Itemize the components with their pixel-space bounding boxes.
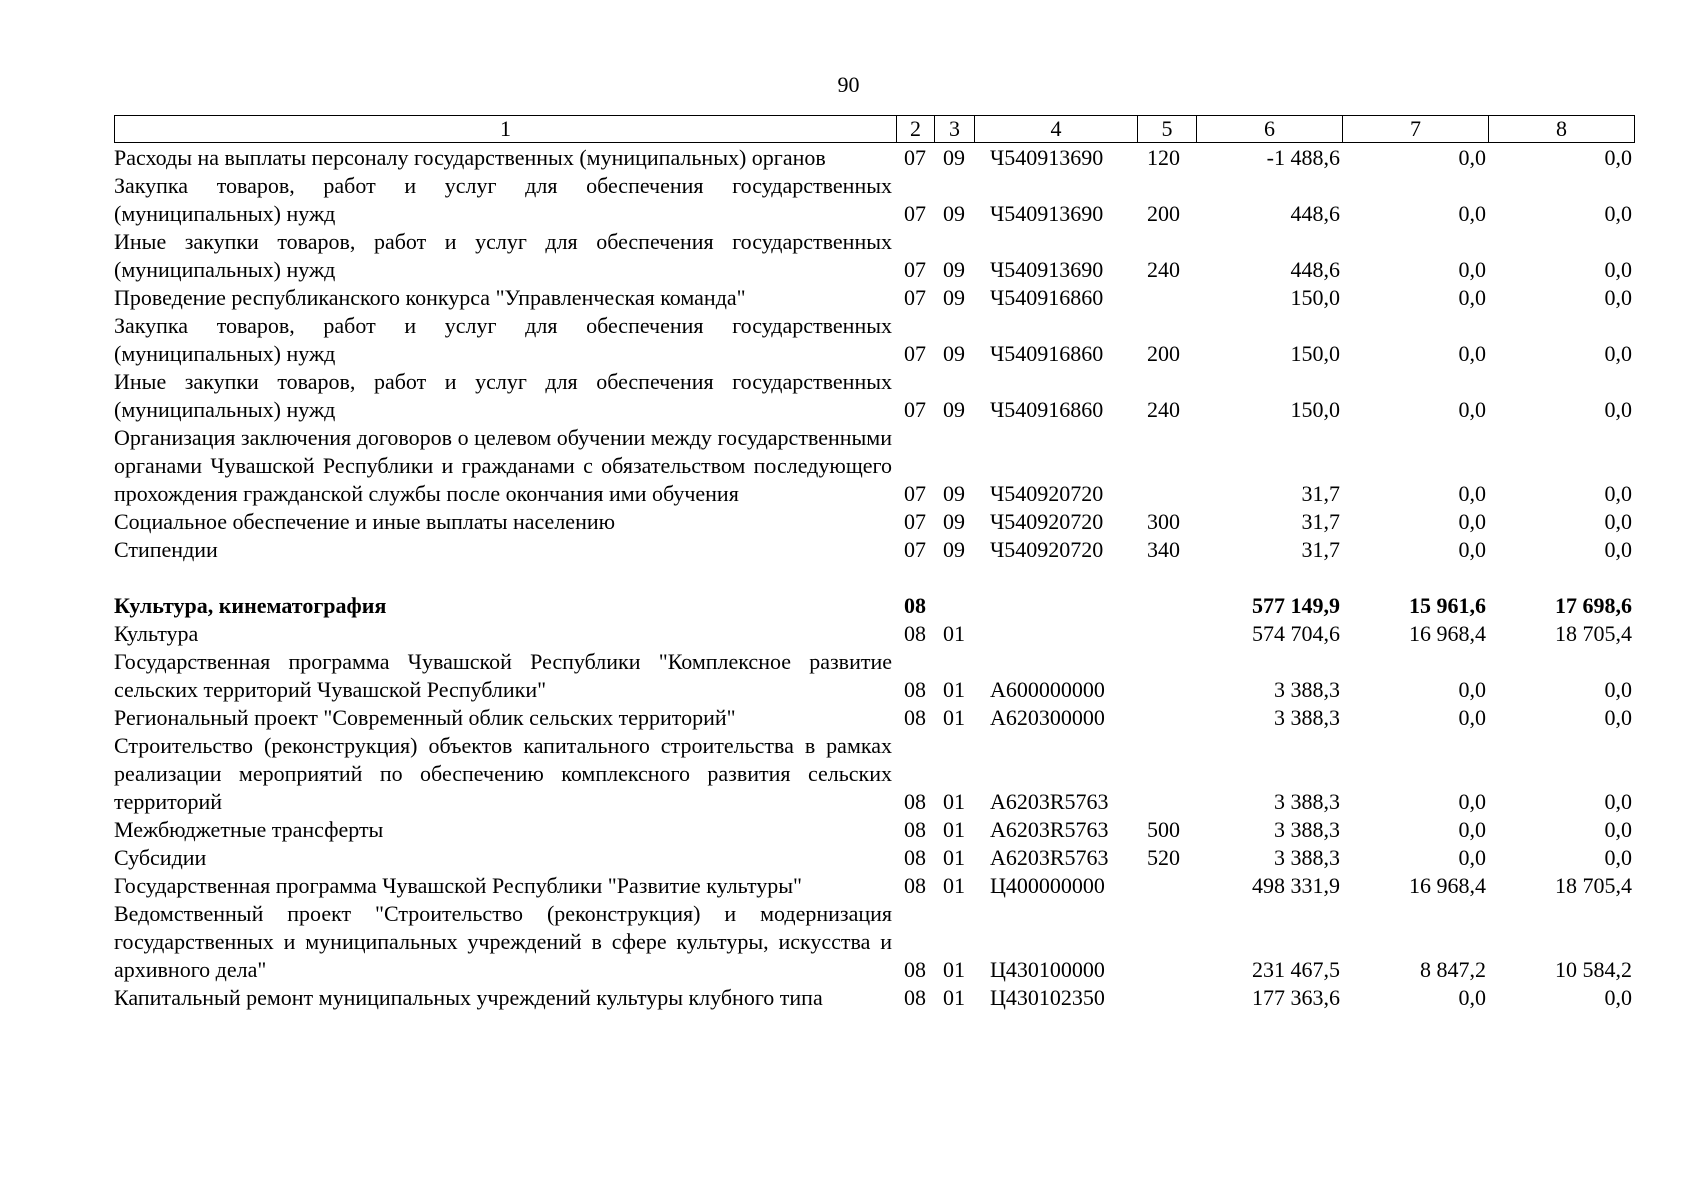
table-row xyxy=(114,900,1634,984)
column-header-4: 4 xyxy=(975,116,1138,143)
row-section: 08 xyxy=(904,817,926,842)
row-amount-col8: 0,0 xyxy=(1604,397,1632,422)
row-target-article: А6203R5763 xyxy=(990,845,1109,870)
row-amount-col6: 3 388,3 xyxy=(1274,817,1340,842)
row-target-article: Ц400000000 xyxy=(990,873,1105,898)
column-header-2: 2 xyxy=(897,116,935,143)
row-expense-type xyxy=(1137,592,1196,620)
row-name: Иные закупки товаров, работ и услуг для обеспечения государственных (муниципальных) нужд xyxy=(114,229,892,282)
row-section: 08 xyxy=(904,873,926,898)
row-section: 08 xyxy=(904,985,926,1010)
row-amount-col6: 3 388,3 xyxy=(1274,705,1340,730)
row-amount-col7: 0,0 xyxy=(1458,789,1486,814)
row-expense-type xyxy=(1137,872,1196,900)
column-header-1: 1 xyxy=(115,116,897,143)
row-expense-type: 340 xyxy=(1147,537,1180,562)
table-row xyxy=(114,648,1634,704)
row-amount-col8: 0,0 xyxy=(1604,789,1632,814)
table-row xyxy=(114,312,1634,368)
row-amount-col8: 0,0 xyxy=(1604,341,1632,366)
row-subsection: 09 xyxy=(943,257,965,282)
row-amount-col7: 0,0 xyxy=(1458,985,1486,1010)
table-row xyxy=(114,284,1634,312)
row-amount-col8: 0,0 xyxy=(1604,509,1632,534)
row-expense-type: 200 xyxy=(1147,341,1180,366)
row-expense-type: 300 xyxy=(1147,509,1180,534)
row-target-article: Ч540920720 xyxy=(990,481,1104,506)
table-row xyxy=(114,984,1634,1012)
row-name: Социальное обеспечение и иные выплаты населению xyxy=(114,509,616,534)
column-header-3: 3 xyxy=(935,116,975,143)
budget-table xyxy=(114,144,1634,1012)
table-row xyxy=(114,172,1634,228)
row-section: 08 xyxy=(904,845,926,870)
row-target-article: Ч540913690 xyxy=(990,257,1104,282)
row-target-article: Ч540913690 xyxy=(990,145,1104,170)
row-target-article: А6203R5763 xyxy=(990,817,1109,842)
row-amount-col6: 177 363,6 xyxy=(1252,985,1340,1010)
row-subsection: 01 xyxy=(943,873,965,898)
row-amount-col8: 0,0 xyxy=(1604,705,1632,730)
row-section: 08 xyxy=(904,957,926,982)
row-amount-col6: -1 488,6 xyxy=(1266,145,1340,170)
row-section: 07 xyxy=(904,201,926,226)
row-amount-col7: 0,0 xyxy=(1458,397,1486,422)
row-subsection: 09 xyxy=(943,341,965,366)
row-name: Культура, кинематография xyxy=(114,593,387,618)
row-amount-col7: 16 968,4 xyxy=(1409,873,1486,898)
row-subsection: 01 xyxy=(943,677,965,702)
row-amount-col8: 0,0 xyxy=(1604,677,1632,702)
row-expense-type: 200 xyxy=(1147,201,1180,226)
row-expense-type xyxy=(1137,284,1196,312)
row-subsection: 09 xyxy=(943,509,965,534)
table-row xyxy=(114,872,1634,900)
row-expense-type: 120 xyxy=(1147,145,1180,170)
row-target-article: Ч540913690 xyxy=(990,201,1104,226)
row-name: Капитальный ремонт муниципальных учреждений культуры клубного типа xyxy=(114,985,823,1010)
row-amount-col8: 0,0 xyxy=(1604,285,1632,310)
row-name: Стипендии xyxy=(114,537,218,562)
row-amount-col6: 498 331,9 xyxy=(1252,873,1340,898)
row-amount-col6: 448,6 xyxy=(1290,257,1340,282)
table-row xyxy=(114,620,1634,648)
table-row xyxy=(114,732,1634,816)
row-name: Расходы на выплаты персоналу государственных (муниципальных) органов xyxy=(114,145,826,170)
page-number: 90 xyxy=(837,72,860,97)
row-expense-type xyxy=(1137,620,1196,648)
row-name: Межбюджетные трансферты xyxy=(114,817,384,842)
table-row xyxy=(114,536,1634,564)
row-amount-col7: 15 961,6 xyxy=(1409,593,1486,618)
spacer-cell xyxy=(114,564,1634,592)
row-expense-type xyxy=(1137,424,1196,508)
row-amount-col6: 150,0 xyxy=(1290,341,1340,366)
column-header-table xyxy=(114,115,1635,143)
row-section: 07 xyxy=(904,341,926,366)
table-row xyxy=(114,228,1634,284)
row-target-article: А620300000 xyxy=(990,705,1105,730)
table-row xyxy=(114,508,1634,536)
row-amount-col8: 18 705,4 xyxy=(1555,621,1632,646)
row-subsection xyxy=(934,592,974,620)
row-name: Ведомственный проект "Строительство (реконструкция) и модернизация государственных и муниципальных учреждений в сфере культуры, искусства и архивного дела" xyxy=(114,901,892,982)
row-name: Закупка товаров, работ и услуг для обеспечения государственных (муниципальных) нужд xyxy=(114,173,892,226)
row-target-article: А6203R5763 xyxy=(990,789,1109,814)
budget-table-body xyxy=(114,144,1634,1012)
row-target-article: А600000000 xyxy=(990,677,1105,702)
row-section: 08 xyxy=(904,789,926,814)
row-amount-col7: 0,0 xyxy=(1458,817,1486,842)
row-expense-type: 240 xyxy=(1147,397,1180,422)
row-amount-col7: 0,0 xyxy=(1458,705,1486,730)
row-name: Иные закупки товаров, работ и услуг для обеспечения государственных (муниципальных) нужд xyxy=(114,369,892,422)
row-section: 08 xyxy=(904,677,926,702)
row-amount-col8: 0,0 xyxy=(1604,145,1632,170)
row-subsection: 01 xyxy=(943,845,965,870)
row-amount-col7: 0,0 xyxy=(1458,341,1486,366)
row-target-article xyxy=(974,620,1137,648)
row-target-article: Ц430102350 xyxy=(990,985,1105,1010)
row-name: Организация заключения договоров о целевом обучении между государственными органами Чувашской Республики и гражданами с обязательством последующего прохождения гражданской службы после окончания ими обучения xyxy=(114,425,892,506)
row-subsection: 01 xyxy=(943,957,965,982)
row-subsection: 09 xyxy=(943,397,965,422)
row-amount-col8: 0,0 xyxy=(1604,481,1632,506)
row-section: 08 xyxy=(904,621,926,646)
row-amount-col7: 0,0 xyxy=(1458,845,1486,870)
row-name: Закупка товаров, работ и услуг для обеспечения государственных (муниципальных) нужд xyxy=(114,313,892,366)
row-amount-col6: 574 704,6 xyxy=(1252,621,1340,646)
table-row xyxy=(114,368,1634,424)
row-section: 08 xyxy=(904,593,926,618)
column-header-row xyxy=(115,116,1635,143)
row-subsection: 09 xyxy=(943,285,965,310)
row-subsection: 01 xyxy=(943,817,965,842)
row-subsection: 01 xyxy=(943,621,965,646)
table-row xyxy=(114,144,1634,172)
column-header-7: 7 xyxy=(1343,116,1489,143)
row-amount-col8: 18 705,4 xyxy=(1555,873,1632,898)
row-amount-col6: 3 388,3 xyxy=(1274,845,1340,870)
row-expense-type xyxy=(1137,648,1196,704)
row-section: 07 xyxy=(904,285,926,310)
row-section: 07 xyxy=(904,509,926,534)
table-row xyxy=(114,844,1634,872)
row-name: Культура xyxy=(114,621,199,646)
row-section: 07 xyxy=(904,145,926,170)
table-row xyxy=(114,592,1634,620)
row-amount-col7: 16 968,4 xyxy=(1409,621,1486,646)
row-amount-col7: 0,0 xyxy=(1458,145,1486,170)
row-target-article: Ч540920720 xyxy=(990,509,1104,534)
row-target-article: Ч540916860 xyxy=(990,285,1104,310)
row-subsection: 01 xyxy=(943,985,965,1010)
row-subsection: 09 xyxy=(943,481,965,506)
row-expense-type xyxy=(1137,900,1196,984)
row-amount-col6: 3 388,3 xyxy=(1274,789,1340,814)
row-section: 07 xyxy=(904,397,926,422)
row-expense-type xyxy=(1137,984,1196,1012)
row-section: 08 xyxy=(904,705,926,730)
row-subsection: 09 xyxy=(943,201,965,226)
row-amount-col7: 0,0 xyxy=(1458,481,1486,506)
row-amount-col6: 231 467,5 xyxy=(1252,957,1340,982)
row-name: Строительство (реконструкция) объектов капитального строительства в рамках реализации мероприятий по обеспечению комплексного развития сельских территорий xyxy=(114,733,892,814)
row-target-article: Ц430100000 xyxy=(990,957,1105,982)
row-amount-col8: 0,0 xyxy=(1604,985,1632,1010)
row-name: Государственная программа Чувашской Республики "Развитие культуры" xyxy=(114,873,802,898)
row-name: Государственная программа Чувашской Республики "Комплексное развитие сельских территорий Чувашской Республики" xyxy=(114,649,892,702)
row-subsection: 09 xyxy=(943,537,965,562)
row-amount-col6: 150,0 xyxy=(1290,285,1340,310)
column-header-8: 8 xyxy=(1489,116,1635,143)
row-amount-col6: 3 388,3 xyxy=(1274,677,1340,702)
row-expense-type xyxy=(1137,704,1196,732)
row-name: Региональный проект "Современный облик сельских территорий" xyxy=(114,705,736,730)
row-amount-col8: 0,0 xyxy=(1604,845,1632,870)
row-name: Проведение республиканского конкурса "Управленческая команда" xyxy=(114,285,746,310)
row-amount-col7: 0,0 xyxy=(1458,257,1486,282)
row-amount-col7: 0,0 xyxy=(1458,537,1486,562)
column-header-5: 5 xyxy=(1138,116,1197,143)
row-amount-col7: 0,0 xyxy=(1458,509,1486,534)
row-amount-col6: 31,7 xyxy=(1301,509,1340,534)
row-amount-col8: 17 698,6 xyxy=(1555,593,1632,618)
row-subsection: 01 xyxy=(943,705,965,730)
row-subsection: 09 xyxy=(943,145,965,170)
row-amount-col6: 31,7 xyxy=(1301,537,1340,562)
row-target-article: Ч540920720 xyxy=(990,537,1104,562)
row-amount-col6: 448,6 xyxy=(1290,201,1340,226)
row-section: 07 xyxy=(904,481,926,506)
row-target-article: Ч540916860 xyxy=(990,397,1104,422)
row-amount-col8: 0,0 xyxy=(1604,257,1632,282)
row-amount-col6: 577 149,9 xyxy=(1252,593,1340,618)
row-section: 07 xyxy=(904,537,926,562)
table-row xyxy=(114,424,1634,508)
row-amount-col8: 10 584,2 xyxy=(1555,957,1632,982)
row-subsection: 01 xyxy=(943,789,965,814)
row-amount-col8: 0,0 xyxy=(1604,817,1632,842)
row-section: 07 xyxy=(904,257,926,282)
row-amount-col7: 0,0 xyxy=(1458,677,1486,702)
row-amount-col7: 0,0 xyxy=(1458,201,1486,226)
table-row xyxy=(114,816,1634,844)
row-name: Субсидии xyxy=(114,845,207,870)
row-amount-col7: 8 847,2 xyxy=(1420,957,1486,982)
column-header-6: 6 xyxy=(1197,116,1343,143)
row-expense-type: 240 xyxy=(1147,257,1180,282)
table-row xyxy=(114,704,1634,732)
row-amount-col6: 31,7 xyxy=(1301,481,1340,506)
row-amount-col6: 150,0 xyxy=(1290,397,1340,422)
row-expense-type: 500 xyxy=(1147,817,1180,842)
row-amount-col7: 0,0 xyxy=(1458,285,1486,310)
row-expense-type: 520 xyxy=(1147,845,1180,870)
spacer-row xyxy=(114,564,1634,592)
row-expense-type xyxy=(1137,732,1196,816)
row-target-article: Ч540916860 xyxy=(990,341,1104,366)
row-amount-col8: 0,0 xyxy=(1604,201,1632,226)
row-amount-col8: 0,0 xyxy=(1604,537,1632,562)
row-target-article xyxy=(974,592,1137,620)
